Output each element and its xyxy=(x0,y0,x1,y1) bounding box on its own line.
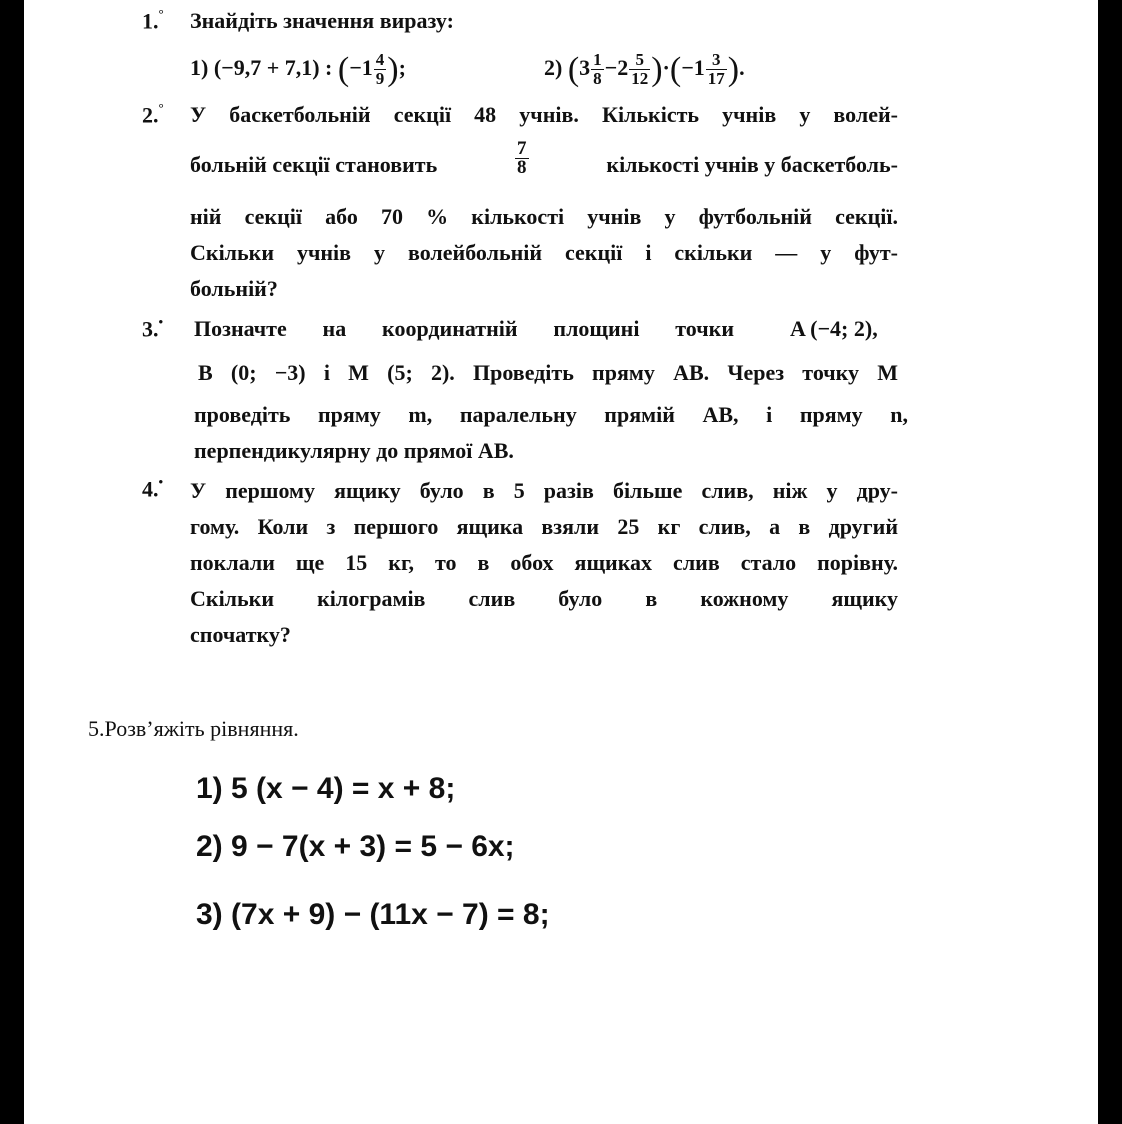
task4-line2: гому. Коли з першого ящика взяли 25 кг слив, а в другий xyxy=(190,514,898,539)
equation-3: 3) (7x + 9) − (11x − 7) = 8; xyxy=(196,898,550,931)
task4-number: 4.• xyxy=(142,474,164,502)
task5-title: 5.Розв’яжіть рівняння. xyxy=(88,716,299,741)
task4-line4: Скільки кілограмів слив було в кожному ящику xyxy=(190,586,898,611)
task1-part2: 2) (3 $\frac{1}{8}$ −2 $\frac{5}{12}$ )·(−1 $\frac{3}{17}$ ). xyxy=(544,50,745,89)
task3-point-a: A (−4; 2), xyxy=(790,316,878,341)
worksheet-page xyxy=(24,0,1098,1124)
task2-line4: Скільки учнів у волейбольній секції і скільки — у фут- xyxy=(190,240,898,265)
task2-line2: больній секції становить $\frac{7}{8}$ кількості учнів у баскетболь- xyxy=(190,140,898,190)
task1-title: Знайдіть значення виразу: xyxy=(190,8,454,33)
task4-line3: поклали ще 15 кг, то в обох ящиках слив стало порівну. xyxy=(190,550,898,575)
fraction-4-9: $\frac{4}{9}$ xyxy=(375,50,385,89)
task3-line1: Позначте на координатній площині точки xyxy=(194,316,734,341)
task4-line5: спочатку? xyxy=(190,622,291,647)
equation-2-text: 9 − 7(x + 3) = 5 − 6x; xyxy=(231,830,515,863)
task2-line3: ній секції або 70 % кількості учнів у футбольній секції. xyxy=(190,204,898,229)
equation-3-text: (7x + 9) − (11x − 7) = 8; xyxy=(231,898,550,931)
equation-1-text: 5 (x − 4) = x + 8; xyxy=(231,772,456,805)
task3-line4: перпендикулярну до прямої AB. xyxy=(194,438,514,463)
task1-part1: 1) (−9,7 + 7,1) : (−1 $\frac{4}{9}$ ); xyxy=(190,50,406,89)
task4-line1: У першому ящику було в 5 разів більше слив, ніж у дру- xyxy=(190,478,898,503)
task2-line5: больній? xyxy=(190,276,278,301)
task3-line3: проведіть пряму m, паралельну прямій AB, і пряму n, xyxy=(194,402,908,427)
task1-number: 1.° xyxy=(142,6,164,34)
task2-line1: У баскетбольній секції 48 учнів. Кількість учнів у волей- xyxy=(190,102,898,127)
task2-number: 2.° xyxy=(142,100,164,128)
equation-1: 1) 5 (x − 4) = x + 8; xyxy=(196,772,456,805)
equation-2: 2) 9 − 7(x + 3) = 5 − 6x; xyxy=(196,830,515,863)
fraction-7-8: $\frac{7}{8}$ xyxy=(517,138,527,178)
task3-line2: B (0; −3) і M (5; 2). Проведіть пряму AB. Через точку M xyxy=(198,360,898,385)
task3-number: 3.• xyxy=(142,314,164,342)
